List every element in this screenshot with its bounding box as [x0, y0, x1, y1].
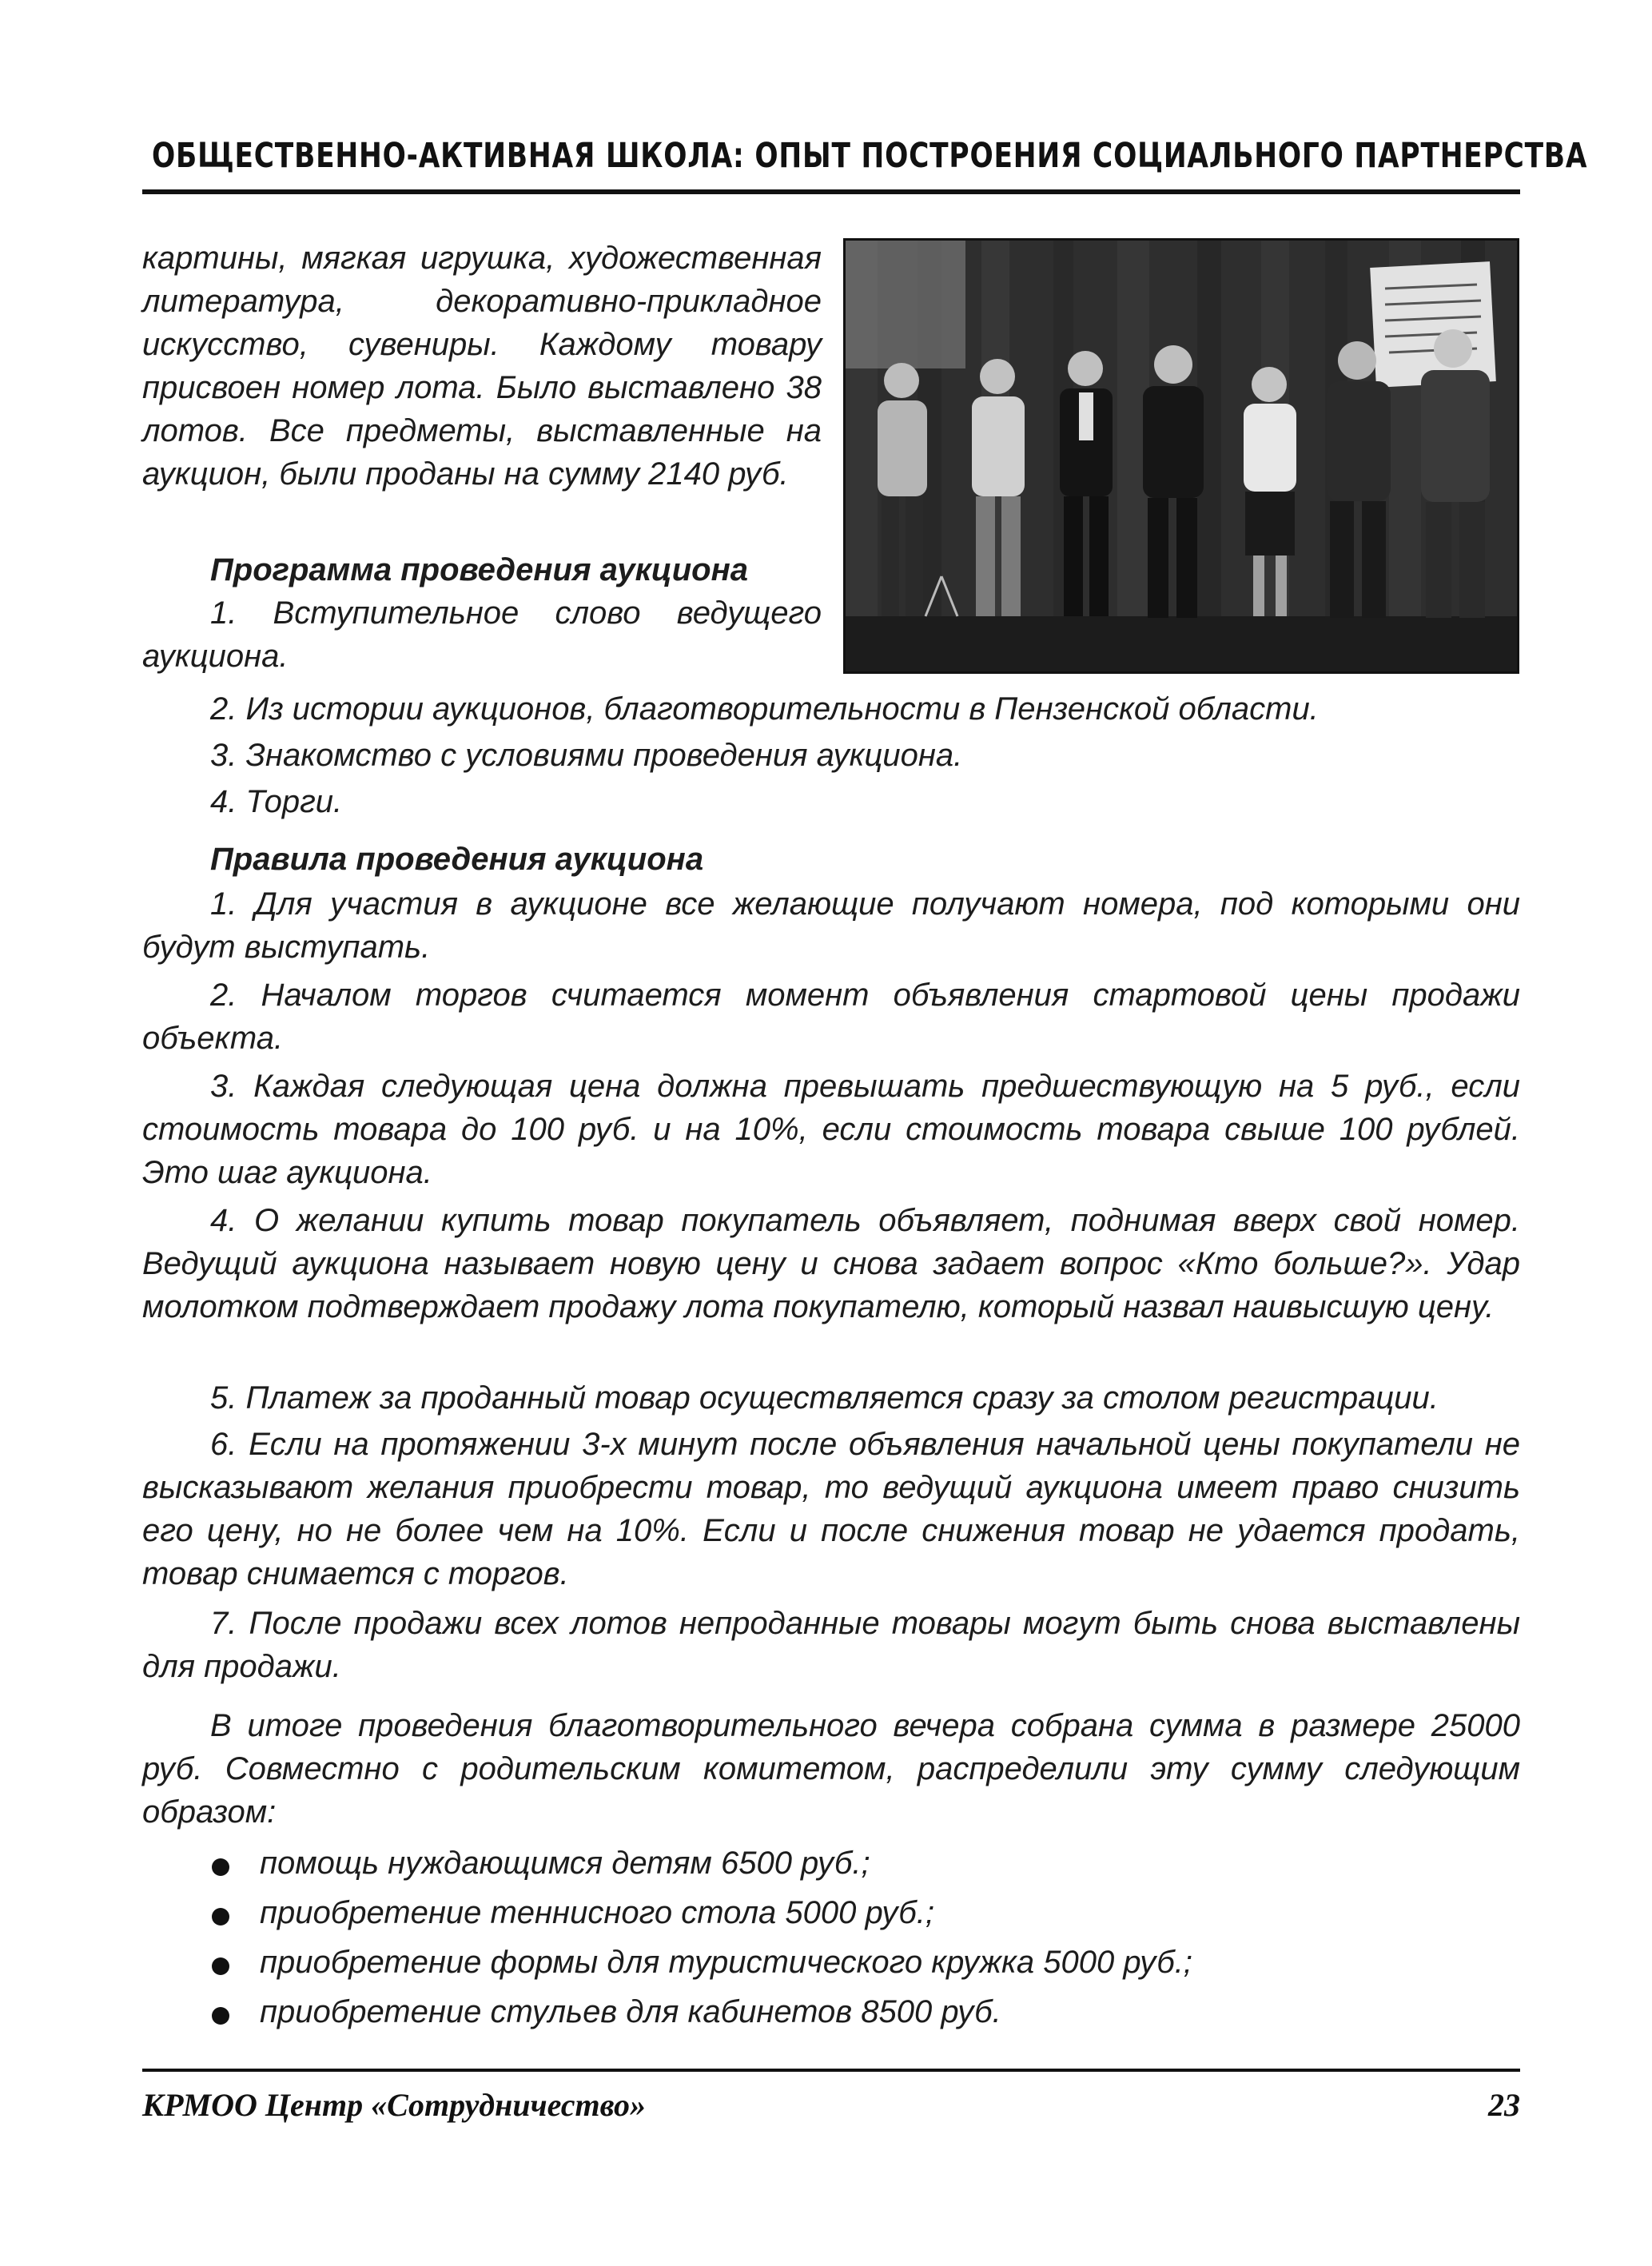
rule-item-5: 5. Платеж за проданный товар осуществляется сразу за столом регистрации.	[210, 1380, 1439, 1416]
rule-item-2: 2. Началом торгов считается момент объявления стартовой цены продажи объекта.	[142, 978, 1520, 1056]
bullet-item-2: приобретение теннисного стола 5000 руб.;	[260, 1895, 934, 1930]
summary-paragraph: В итоге проведения благотворительного вечера собрана сумма в размере 25000 руб. Совместно с родительским комитетом, распределили эту сумму следующим образом:	[142, 1708, 1520, 1830]
running-header: ОБЩЕСТВЕННО-АКТИВНАЯ ШКОЛА: ОПЫТ ПОСТРОЕНИЯ СОЦИАЛЬНОГО ПАРТНЕРСТВА	[152, 136, 1588, 176]
page-number: 23	[1488, 2087, 1520, 2123]
bullet-marker	[212, 2007, 229, 2025]
bullet-item-4: приобретение стульев для кабинетов 8500 руб.	[260, 1994, 1001, 2029]
program-heading: Программа проведения аукциона	[210, 552, 748, 587]
rule-item-4: 4. О желании купить товар покупатель объявляет, поднимая вверх свой номер. Ведущий аукциона называет новую цену и снова задает вопрос «Кто больше?». Удар молотком подтверждает продажу лота покупателю, который назвал наивысшую цену.	[142, 1203, 1520, 1324]
rules-heading: Правила проведения аукциона	[210, 842, 704, 877]
program-item-1-line-1: 1. Вступительное слово ведущего	[210, 595, 822, 631]
bullet-marker	[212, 1908, 229, 1926]
bullet-item-1: помощь нуждающимся детям 6500 руб.;	[260, 1846, 870, 1881]
bullet-marker	[212, 1957, 229, 1975]
footer-organization: КРМОО Центр «Сотрудничество»	[142, 2087, 646, 2123]
rule-item-6: 6. Если на протяжении 3-х минут после объявления начальной цены покупатели не высказывают желания приобрести товар, то ведущий аукциона имеет право снизить его цену, но не более чем на 10%. Если и после снижения товар не удается продать, товар снимается с торгов.	[142, 1427, 1520, 1591]
photo-illustration	[846, 241, 1517, 671]
program-item-2: 2. Из истории аукционов, благотворительности в Пензенской области.	[210, 691, 1319, 727]
program-item-3: 3. Знакомство с условиями проведения аукциона.	[210, 738, 963, 773]
program-item-4: 4. Торги.	[210, 784, 343, 819]
event-photo	[843, 238, 1519, 674]
bullet-marker	[212, 1858, 229, 1876]
rule-item-7: 7. После продажи всех лотов непроданные товары могут быть снова выставлены для продажи.	[142, 1606, 1520, 1684]
intro-paragraph: картины, мягкая игрушка, художественная литература, декоративно-прикладное искусство, сувениры. Каждому товару присвоен номер лота. Было выставлено 38 лотов. Все предметы, выставленные на аукцион, были проданы на сумму 2140 руб.	[142, 241, 822, 492]
footer-rule	[142, 2069, 1520, 2072]
bullet-item-3: приобретение формы для туристического кружка 5000 руб.;	[260, 1945, 1192, 1980]
rule-item-3: 3. Каждая следующая цена должна превышать предшествующую на 5 руб., если стоимость товара до 100 руб. и на 10%, если стоимость товара свыше 100 рублей. Это шаг аукциона.	[142, 1069, 1520, 1190]
program-item-1-line-2: аукциона.	[142, 639, 289, 674]
header-rule	[142, 189, 1520, 194]
rule-item-1: 1. Для участия в аукционе все желающие получают номера, под которыми они будут выступать.	[142, 886, 1520, 965]
